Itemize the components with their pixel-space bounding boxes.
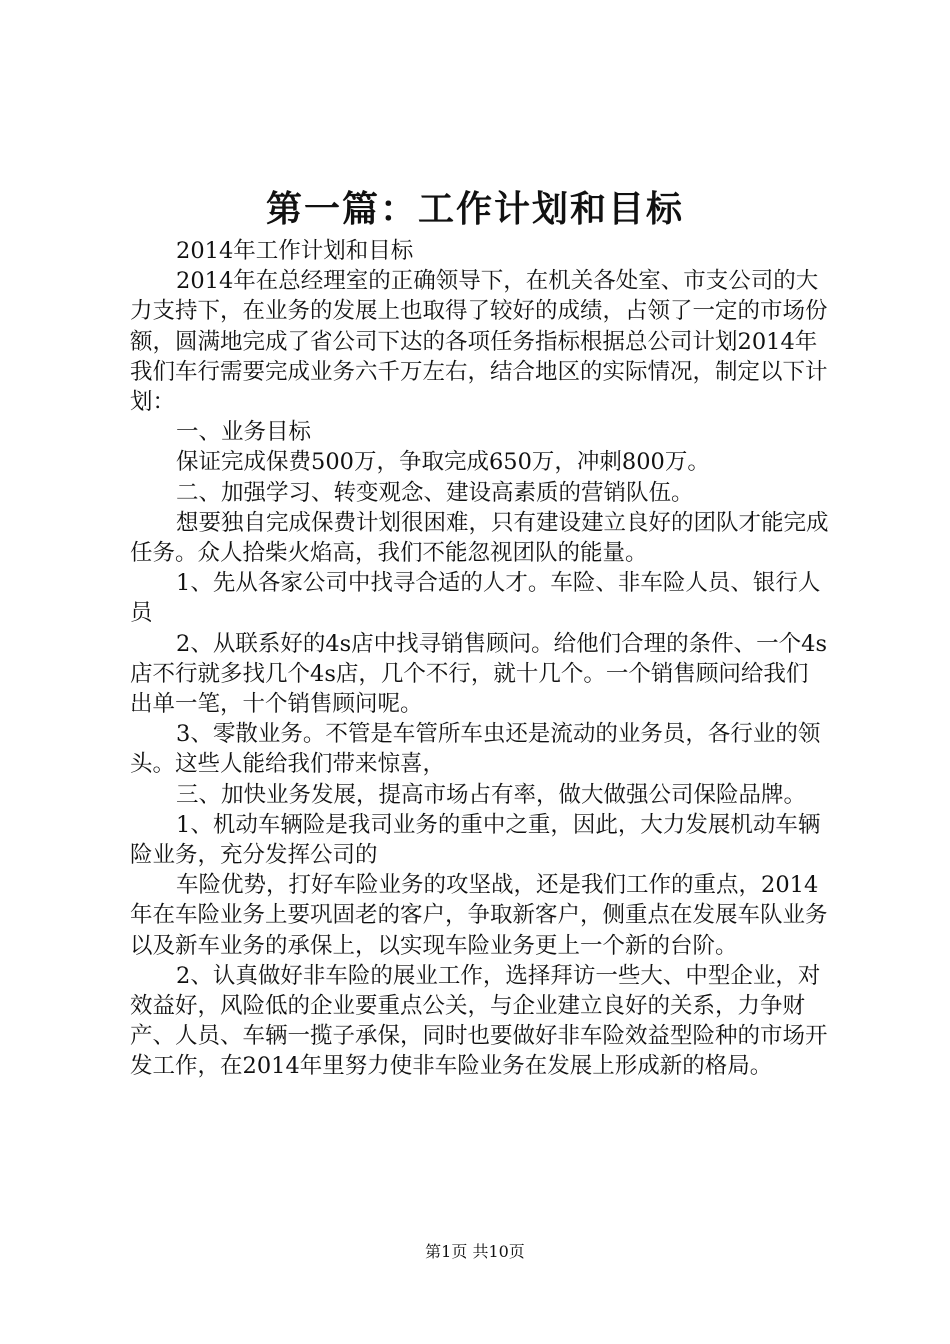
paragraph: 1、先从各家公司中找寻合适的人才。车险、非车险人员、银行人员 (130, 570, 821, 627)
paragraph: 3、零散业务。不管是车管所车虫还是流动的业务员，各行业的领头。这些人能给我们带来惊喜， (130, 721, 821, 778)
paragraph: 一、业务目标 (176, 419, 312, 446)
paragraph: 2、认真做好非车险的展业工作，选择拜访一些大、中型企业，对效益好，风险低的企业要重点公关，与企业建立良好的关系，力争财产、人员、车辆一揽子承保，同时也要做好非车险效益型险种的市场开发工作，在2014年里努力使非车险业务在发展上形成新的格局。 (130, 962, 828, 1080)
paragraph: 二、加强学习、转变观念、建设高素质的营销队伍。 (176, 479, 694, 506)
paragraph: 车险优势，打好车险业务的攻坚战，还是我们工作的重点，2014年在车险业务上要巩固老的客户，争取新客户，侧重点在发展车队业务以及新车业务的承保上，以实现车险业务更上一个新的台阶。 (130, 872, 828, 959)
paragraph: 想要独自完成保费计划很困难，只有建设建立良好的团队才能完成任务。众人拾柴火焰高，我们不能忽视团队的能量。 (130, 509, 829, 567)
paragraph: 2014年工作计划和目标 (176, 238, 414, 264)
page-footer (0, 1240, 950, 1264)
paragraph: 保证完成保费500万，争取完成650万，冲刺800万。 (176, 449, 710, 476)
document-title: 第一篇：工作计划和目标 (265, 188, 684, 230)
document-body (130, 236, 830, 1082)
paragraph: 2014年在总经理室的正确领导下，在机关各处室、市支公司的大力支持下，在业务的发展上也取得了较好的成绩，占领了一定的市场份额，圆满地完成了省公司下达的各项任务指标根据总公司计划2014年我们车行需要完成业务六千万左右，结合地区的实际情况，制定以下计划： (130, 268, 828, 416)
paragraph: 1、机动车辆险是我司业务的重中之重，因此，大力发展机动车辆险业务，充分发挥公司的 (130, 811, 821, 869)
paragraph: 2、从联系好的4s店中找寻销售顾问。给他们合理的条件、一个4s店不行就多找几个4s店，几个不行，就十几个。一个销售顾问给我们出单一笔，十个销售顾问呢。 (130, 630, 828, 718)
paragraph: 三、加快业务发展，提高市场占有率，做大做强公司保险品牌。 (176, 781, 807, 808)
page-number-label: 第1页 共10页 (425, 1242, 525, 1261)
